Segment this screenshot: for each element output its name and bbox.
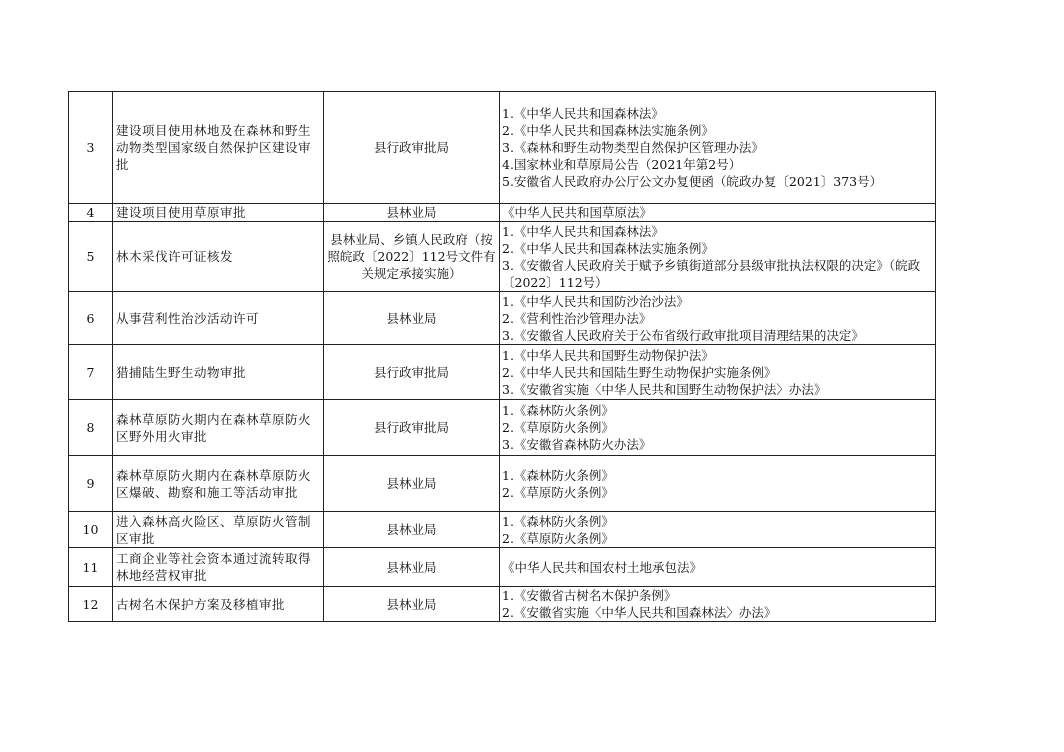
table-row	[69, 400, 936, 456]
legal-basis-line: 1.《安徽省古树名木保护条例》	[502, 588, 677, 603]
legal-basis-line: 2.《中华人民共和国森林法实施条例》	[502, 240, 714, 256]
legal-basis-line: 《中华人民共和国农村土地承包法》	[502, 559, 703, 575]
implementing-department: 县林业局	[324, 456, 500, 512]
row-number: 5	[69, 222, 113, 292]
legal-basis-line: 5.安徽省人民政府办公厅公文办复便函（皖政办复〔2021〕373号）	[502, 174, 883, 189]
row-number: 4	[69, 204, 113, 222]
legal-basis	[500, 92, 936, 204]
table-row	[69, 456, 936, 512]
legal-basis-line: 4.国家林业和草原局公告（2021年第2号）	[502, 157, 742, 172]
row-number: 12	[69, 587, 113, 622]
legal-basis-line: 2.《中华人民共和国森林法实施条例》	[502, 123, 714, 138]
item-name: 古树名木保护方案及移植审批	[113, 587, 324, 622]
implementing-department: 县行政审批局	[324, 92, 500, 204]
legal-basis-line: 2.《草原防火条例》	[502, 420, 614, 435]
table-row	[69, 204, 936, 222]
table-row	[69, 222, 936, 292]
legal-basis-line: 1.《森林防火条例》	[502, 403, 614, 418]
row-number: 9	[69, 456, 113, 512]
table-body	[69, 92, 936, 622]
approval-items-table	[68, 91, 936, 622]
legal-basis-line: 1.《中华人民共和国森林法》	[502, 106, 664, 121]
row-number: 10	[69, 512, 113, 548]
item-name: 进入森林高火险区、草原防火管制区审批	[113, 512, 324, 548]
implementing-department: 县林业局	[324, 204, 500, 222]
item-name: 从事营利性治沙活动许可	[113, 292, 324, 345]
table-row	[69, 587, 936, 622]
table-row	[69, 548, 936, 587]
legal-basis	[500, 400, 936, 456]
table-row	[69, 292, 936, 345]
row-number: 6	[69, 292, 113, 345]
legal-basis-line: 1.《中华人民共和国防沙治沙法》	[502, 293, 689, 309]
row-number: 11	[69, 548, 113, 587]
item-name: 猎捕陆生野生动物审批	[113, 345, 324, 400]
item-name: 工商企业等社会资本通过流转取得林地经营权审批	[113, 548, 324, 587]
table-row	[69, 345, 936, 400]
legal-basis-line: 1.《中华人民共和国野生动物保护法》	[502, 347, 714, 363]
legal-basis	[500, 204, 936, 222]
item-name: 建设项目使用草原审批	[113, 204, 324, 222]
legal-basis	[500, 345, 936, 400]
legal-basis-line: 《中华人民共和国草原法》	[502, 205, 653, 220]
legal-basis	[500, 548, 936, 587]
legal-basis	[500, 587, 936, 622]
implementing-department: 县林业局	[324, 292, 500, 345]
legal-basis-line: 3.《安徽省森林防火办法》	[502, 437, 652, 452]
legal-basis-line: 2.《营利性治沙管理办法》	[502, 310, 652, 326]
legal-basis-line: 1.《森林防火条例》	[502, 513, 614, 529]
legal-basis-line: 3.《安徽省人民政府关于公布省级行政审批项目清理结果的决定》	[502, 327, 864, 343]
implementing-department: 县林业局、乡镇人民政府（按照皖政〔2022〕112号文件有关规定承接实施）	[324, 222, 500, 292]
table-row	[69, 512, 936, 548]
implementing-department: 县林业局	[324, 587, 500, 622]
row-number: 7	[69, 345, 113, 400]
legal-basis	[500, 292, 936, 345]
item-name: 建设项目使用林地及在森林和野生动物类型国家级自然保护区建设审批	[113, 92, 324, 204]
legal-basis-line: 3.《森林和野生动物类型自然保护区管理办法》	[502, 140, 764, 155]
legal-basis-line: 2.《草原防火条例》	[502, 530, 614, 546]
legal-basis	[500, 222, 936, 292]
legal-basis	[500, 512, 936, 548]
legal-basis-line: 3.《安徽省人民政府关于赋予乡镇街道部分县级审批执法权限的决定》（皖政〔2022〕112号）	[502, 257, 921, 290]
table-row	[69, 92, 936, 204]
legal-basis	[500, 456, 936, 512]
legal-basis-line: 2.《安徽省实施〈中华人民共和国森林法〉办法》	[502, 605, 777, 620]
legal-basis-line: 2.《草原防火条例》	[502, 484, 614, 500]
item-name: 森林草原防火期内在森林草原防火区野外用火审批	[113, 400, 324, 456]
implementing-department: 县行政审批局	[324, 345, 500, 400]
item-name: 林木采伐许可证核发	[113, 222, 324, 292]
item-name: 森林草原防火期内在森林草原防火区爆破、勘察和施工等活动审批	[113, 456, 324, 512]
legal-basis-line: 2.《中华人民共和国陆生野生动物保护实施条例》	[502, 364, 777, 380]
implementing-department: 县林业局	[324, 512, 500, 548]
implementing-department: 县林业局	[324, 548, 500, 587]
row-number: 3	[69, 92, 113, 204]
row-number: 8	[69, 400, 113, 456]
implementing-department: 县行政审批局	[324, 400, 500, 456]
legal-basis-line: 1.《森林防火条例》	[502, 467, 614, 483]
legal-basis-line: 1.《中华人民共和国森林法》	[502, 223, 664, 239]
legal-basis-line: 3.《安徽省实施〈中华人民共和国野生动物保护法〉办法》	[502, 381, 827, 397]
